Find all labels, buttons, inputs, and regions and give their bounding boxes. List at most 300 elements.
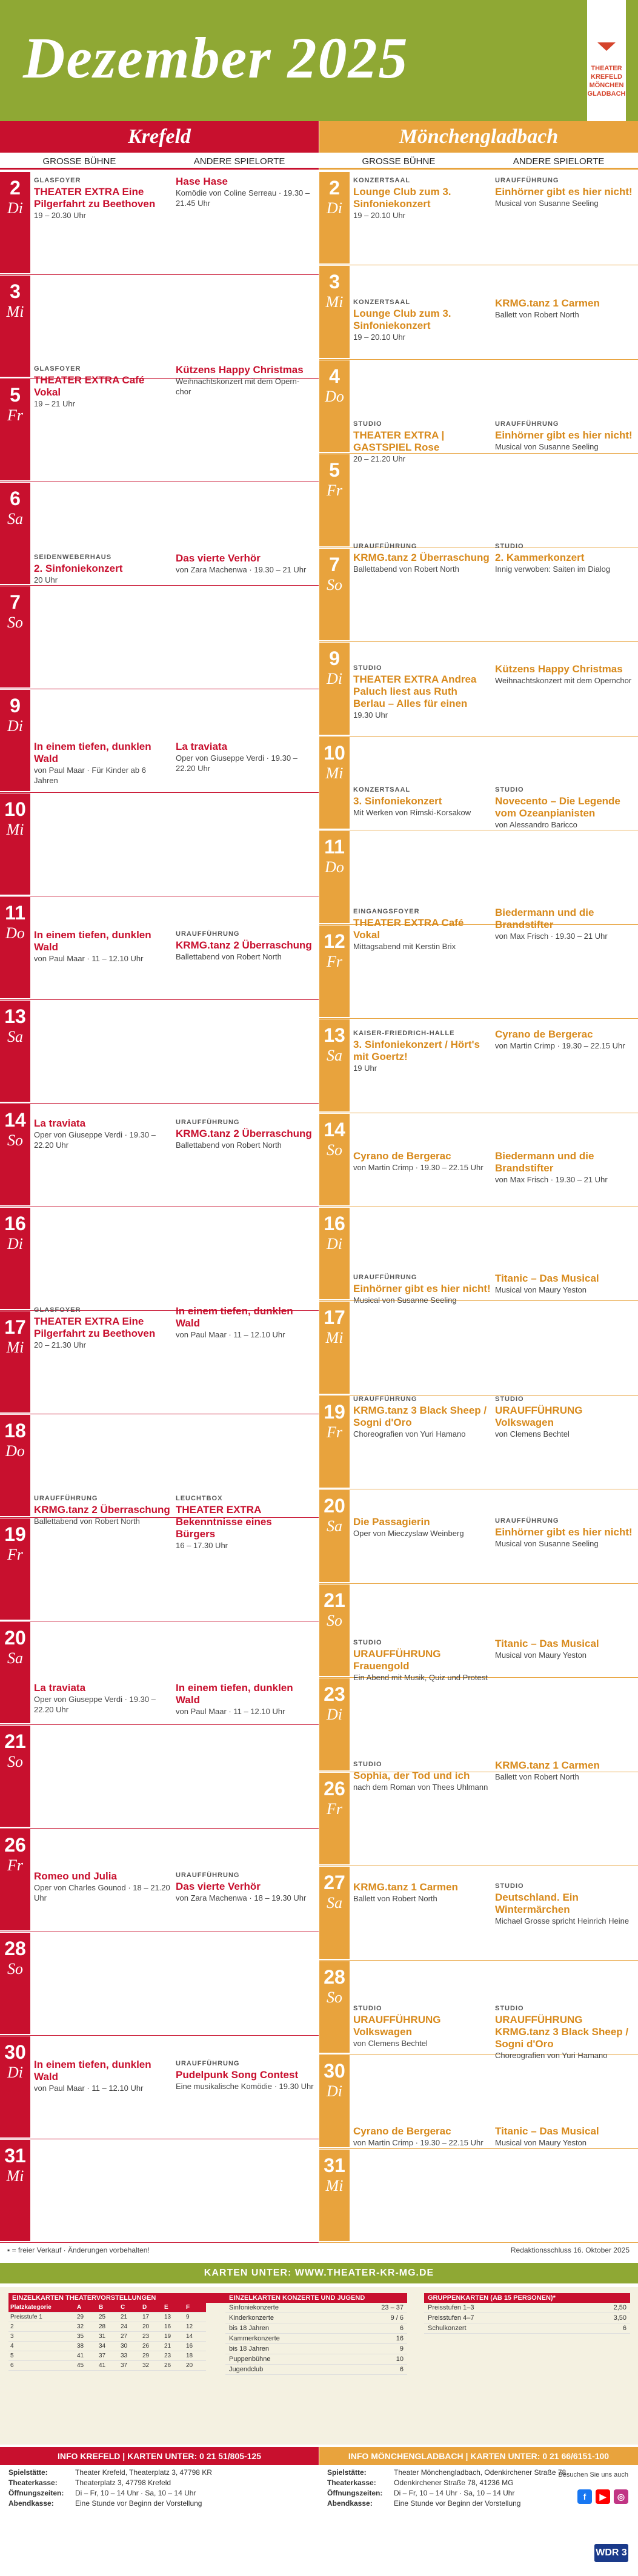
event-title: Lounge Club zum 3. Sinfoniekonzert	[353, 186, 451, 210]
info-value: Theater Mönchengladbach, Odenkirchener Straße 78	[394, 2468, 567, 2477]
price-cell: 21	[119, 2313, 141, 2322]
day-marker	[0, 1933, 30, 2034]
event-title: URAUFFÜHRUNG KRMG.tanz 3 Black Sheep / Sogni d'Oro	[495, 2013, 629, 2050]
event-details: Ballettabend von Robert North	[176, 952, 282, 961]
event-venue: STUDIO	[495, 1395, 524, 1403]
event-details: 19 – 20.30 Uhr	[34, 211, 87, 220]
event-entry[interactable]	[495, 663, 633, 779]
info-key: Öffnungszeiten:	[327, 2489, 383, 2497]
price-table-groups	[424, 2293, 630, 2334]
price-col-header: B	[97, 2303, 119, 2313]
event-details: Musical von Maury Yeston	[495, 1651, 587, 1660]
event-details: Oper von Giuseppe Verdi · 19.30 – 22.20 Uhr	[34, 1130, 156, 1150]
event-entry[interactable]	[353, 1150, 491, 1266]
event-entry[interactable]	[34, 552, 172, 735]
day-marker	[319, 2150, 350, 2241]
event-details: Ballett von Robert North	[495, 310, 579, 320]
day-marker	[0, 586, 30, 687]
event-venue: STUDIO	[353, 1761, 382, 1769]
facebook-icon[interactable]: f	[577, 2489, 592, 2504]
event-venue: GLASFOYER	[34, 1306, 81, 1314]
event-venue: LEUCHTBOX	[176, 1495, 223, 1503]
weekday: Sa	[7, 1649, 23, 1667]
day-marker	[319, 1396, 350, 1488]
day-marker	[0, 483, 30, 584]
event-entry[interactable]	[495, 2004, 633, 2119]
price-col-header: Platzkategorie	[8, 2303, 75, 2313]
day-marker	[319, 1019, 350, 1111]
event-title: Titanic – Das Musical	[495, 1638, 599, 1650]
info-line	[8, 2468, 311, 2478]
event-entry[interactable]	[34, 1494, 172, 1676]
event-details: Ballett von Robert North	[353, 1894, 437, 1904]
info-line	[8, 2478, 311, 2488]
event-details: 19 Uhr	[353, 1064, 377, 1073]
event-title: In einem tiefen, dunklen Wald	[176, 1305, 293, 1329]
event-entry[interactable]	[495, 1881, 633, 1997]
event-entry[interactable]	[176, 1305, 314, 1488]
event-entry[interactable]	[353, 176, 491, 291]
weekday: Fr	[327, 1800, 342, 1818]
weekday: Fr	[327, 1423, 342, 1441]
event-title: Biedermann und die Brandstifter	[495, 907, 594, 931]
event-entry[interactable]	[353, 785, 491, 901]
day-number: 28	[324, 1965, 345, 1988]
event-venue: KONZERTSAAL	[353, 299, 411, 306]
day-marker	[0, 379, 30, 480]
event-entry[interactable]	[176, 2059, 314, 2241]
youtube-icon[interactable]: ▶	[596, 2489, 610, 2504]
logo-line: MÖNCHEN	[589, 82, 624, 89]
event-title: Das vierte Verhör	[176, 552, 261, 564]
event-entry[interactable]	[353, 1394, 491, 1510]
event-entry[interactable]	[176, 364, 314, 546]
event-entry[interactable]	[176, 1682, 314, 1864]
day-number: 13	[324, 1024, 345, 1047]
event-venue: STUDIO	[353, 2004, 382, 2012]
day-number: 20	[4, 1627, 26, 1649]
event-entry[interactable]	[495, 297, 633, 413]
price-value: 2,50	[613, 2304, 626, 2311]
event-details: von Paul Maar · 11 – 12.10 Uhr	[176, 1330, 285, 1340]
day-number: 31	[4, 2145, 26, 2167]
price-cell: 25	[97, 2313, 119, 2322]
event-entry[interactable]	[176, 929, 314, 1111]
weekday: Di	[327, 199, 342, 217]
event-entry[interactable]	[176, 1117, 314, 1300]
price-label: Kinderkonzerte	[229, 2314, 274, 2322]
day-marker	[319, 1208, 350, 1299]
event-details: von Paul Maar · 11 – 12.10 Uhr	[34, 2084, 144, 2093]
event-entry[interactable]	[176, 552, 314, 735]
day-number: 4	[329, 365, 340, 387]
price-label: Preisstufen 1–3	[428, 2304, 474, 2311]
price-cell: 9	[184, 2313, 206, 2322]
event-entry[interactable]	[353, 1273, 491, 1388]
day-number: 28	[4, 1938, 26, 1959]
event-title: Romeo und Julia	[34, 1870, 117, 1882]
event-title: La traviata	[176, 740, 228, 752]
event-title: THEATER EXTRA Andrea Paluch liest aus Ruth Berlau – Alles für einen	[353, 673, 477, 709]
event-title: KRMG.tanz 2 Überraschung	[34, 1504, 170, 1516]
weekday: Di	[7, 717, 23, 735]
event-title: Novecento – Die Legende vom Ozeanpianisten	[495, 795, 620, 819]
price-cell: 12	[184, 2322, 206, 2332]
krefeld-column	[0, 172, 319, 2243]
event-details: von Zara Machenwa · 18 – 19.30 Uhr	[176, 1893, 307, 1903]
event-title: Cyrano de Bergerac	[495, 1028, 593, 1041]
price-cell: 35	[75, 2332, 97, 2342]
event-details: Musical von Maury Yeston	[495, 1285, 587, 1294]
event-details: Weihnachtskonzert mit dem Opernchor	[495, 675, 632, 685]
day-number: 5	[329, 459, 340, 482]
city-header-krefeld: Krefeld	[0, 121, 319, 153]
event-entry[interactable]	[34, 1870, 172, 2053]
event-entry[interactable]	[176, 1870, 314, 2053]
price-label: bis 18 Jahren	[229, 2345, 270, 2353]
event-entry[interactable]	[34, 741, 172, 923]
event-title: Einhörner gibt es hier nicht!	[353, 1282, 491, 1294]
event-venue: URAUFFÜHRUNG	[353, 1273, 417, 1281]
event-venue: GLASFOYER	[34, 177, 81, 184]
price-cell: 4	[8, 2342, 75, 2351]
subheader-big-stage: GROSSE BÜHNE	[42, 156, 116, 167]
price-table-title: EINZELKARTEN THEATERVORSTELLUNGEN	[8, 2293, 239, 2303]
price-label: Preisstufen 4–7	[428, 2314, 474, 2322]
event-details: 20 – 21.20 Uhr	[353, 454, 406, 464]
theater-logo[interactable]	[587, 0, 626, 121]
price-col-header: C	[119, 2303, 141, 2313]
event-entry[interactable]	[495, 176, 633, 291]
day-number: 27	[324, 1872, 345, 1894]
logo-line: THEATER	[591, 65, 622, 72]
event-details: Oper von Charles Gounod · 18 – 21.20 Uhr	[34, 1883, 170, 1903]
price-value: 16	[396, 2335, 404, 2342]
event-venue: URAUFFÜHRUNG	[353, 1395, 417, 1403]
weekday: Do	[325, 858, 344, 876]
event-entry[interactable]	[353, 1760, 491, 1875]
event-venue: EINGANGSFOYER	[353, 908, 420, 916]
event-details: von Paul Maar · 11 – 12.10 Uhr	[34, 953, 144, 963]
price-table-concerts	[225, 2293, 407, 2375]
event-title: KRMG.tanz 2 Überraschung	[176, 1127, 312, 1139]
event-entry[interactable]	[353, 419, 491, 535]
event-venue: URAUFFÜHRUNG	[176, 2060, 240, 2068]
day-marker	[0, 793, 30, 895]
event-entry[interactable]	[176, 176, 314, 358]
info-mgladbach	[327, 2468, 570, 2509]
day-number: 16	[324, 1213, 345, 1234]
event-venue: URAUFFÜHRUNG	[176, 930, 240, 938]
info-line	[8, 2488, 311, 2498]
event-title: KRMG.tanz 3 Black Sheep / Sogni d'Oro	[353, 1404, 487, 1428]
event-details: Ballettabend von Robert North	[353, 564, 459, 574]
weekday: Di	[7, 2064, 23, 2081]
info-line	[327, 2468, 570, 2478]
day-number: 18	[4, 1420, 26, 1442]
event-details: 16 – 17.30 Uhr	[176, 1541, 228, 1551]
day-number: 9	[10, 695, 21, 717]
day-marker	[319, 925, 350, 1017]
price-label: Schulkonzert	[428, 2325, 467, 2332]
event-details: 19 – 21 Uhr	[34, 399, 75, 408]
event-entry[interactable]	[353, 541, 491, 657]
event-title: Biedermann und die Brandstifter	[495, 1150, 594, 1174]
info-key: Theaterkasse:	[327, 2478, 376, 2487]
day-marker	[319, 172, 350, 263]
event-title: KRMG.tanz 2 Überraschung	[176, 939, 312, 951]
weekday: Do	[5, 924, 25, 942]
footer-deadline: Redaktionsschluss 16. Oktober 2025	[510, 2246, 630, 2254]
event-title: Pudelpunk Song Contest	[176, 2069, 299, 2081]
event-entry[interactable]	[495, 2125, 633, 2241]
event-entry[interactable]	[495, 785, 633, 901]
price-cell: 23	[141, 2332, 162, 2342]
day-marker	[319, 1302, 350, 1393]
event-entry[interactable]	[34, 364, 172, 546]
event-venue: SEIDENWEBERHAUS	[34, 553, 112, 561]
event-title: KRMG.tanz 1 Carmen	[353, 1881, 458, 1893]
day-marker	[0, 1104, 30, 1205]
event-details: von Clemens Bechtel	[495, 1429, 570, 1439]
day-separator	[319, 2242, 638, 2243]
event-title: KRMG.tanz 1 Carmen	[495, 1760, 600, 1772]
price-col-header: D	[141, 2303, 162, 2313]
event-title: Cyrano de Bergerac	[353, 1150, 451, 1162]
event-details: Innig verwoben: Saiten im Dialog	[495, 564, 611, 574]
event-details: von Paul Maar · Für Kinder ab 6 Jahren	[34, 765, 146, 785]
price-row	[225, 2313, 407, 2323]
event-title: Deutschland. Ein Wintermärchen	[495, 1892, 579, 1916]
event-entry[interactable]	[34, 1305, 172, 1488]
price-value: 6	[622, 2325, 626, 2332]
event-title: 3. Sinfoniekonzert	[353, 795, 442, 807]
event-title: Hase Hase	[176, 176, 228, 187]
weekday: Mi	[6, 1339, 24, 1356]
info-value: Eine Stunde vor Beginn der Vorstellung	[75, 2499, 202, 2508]
weekday: Sa	[327, 1047, 342, 1065]
weekday: So	[7, 1131, 23, 1149]
event-details: Ballettabend von Robert North	[176, 1140, 282, 1150]
event-entry[interactable]	[176, 1494, 314, 1676]
day-marker	[0, 690, 30, 791]
event-entry[interactable]	[353, 1516, 491, 1632]
event-entry[interactable]	[34, 176, 172, 358]
day-separator	[0, 2242, 319, 2243]
event-entry[interactable]	[34, 929, 172, 1111]
info-value: Odenkirchener Straße 78, 41236 MG	[394, 2478, 514, 2487]
weekday: Fr	[7, 1546, 23, 1563]
event-title: 2. Sinfoniekonzert	[34, 562, 123, 574]
price-cell: Preisstufe 1	[8, 2313, 75, 2322]
event-details: Oper von Mieczyslaw Weinberg	[353, 1528, 464, 1538]
social-label: Besuchen Sie uns auch	[558, 2471, 628, 2478]
day-number: 9	[329, 647, 340, 670]
price-cell: 29	[141, 2351, 162, 2361]
day-marker	[319, 266, 350, 357]
social-icons	[577, 2489, 628, 2504]
event-title: Lounge Club zum 3. Sinfoniekonzert	[353, 308, 451, 332]
price-cell: 28	[97, 2322, 119, 2332]
event-details: Ballett von Robert North	[495, 1772, 579, 1782]
price-label: Puppenbühne	[229, 2356, 271, 2363]
event-entry[interactable]	[495, 907, 633, 1022]
event-details: Komödie von Coline Serreau · 19.30 – 21.45 Uhr	[176, 188, 310, 208]
event-details: von Martin Crimp · 19.30 – 22.15 Uhr	[495, 1041, 625, 1051]
event-entry[interactable]	[495, 541, 633, 657]
weekday: Fr	[327, 952, 342, 970]
price-row	[225, 2354, 407, 2365]
event-entry[interactable]	[495, 1150, 633, 1266]
event-entry[interactable]	[495, 1638, 633, 1753]
price-label: bis 18 Jahren	[229, 2325, 270, 2332]
event-details: Weihnachtskonzert mit dem Opern-chor	[176, 376, 300, 396]
event-entry[interactable]	[353, 297, 491, 413]
event-details: von Martin Crimp · 19.30 – 22.15 Uhr	[353, 1163, 483, 1173]
price-label: Jugendclub	[229, 2366, 264, 2373]
event-entry[interactable]	[353, 1638, 491, 1753]
event-title: KRMG.tanz 1 Carmen	[495, 297, 600, 310]
price-row	[424, 2323, 630, 2334]
day-number: 3	[10, 280, 21, 302]
day-marker	[0, 276, 30, 377]
event-details: 20 – 21.30 Uhr	[34, 1340, 87, 1350]
subheader-big-stage: GROSSE BÜHNE	[362, 156, 436, 167]
weekday: Mi	[325, 764, 344, 782]
event-entry[interactable]	[353, 2125, 491, 2241]
event-venue: URAUFFÜHRUNG	[176, 1872, 240, 1879]
day-number: 13	[4, 1005, 26, 1027]
event-entry[interactable]	[353, 2004, 491, 2119]
price-value: 9 / 6	[390, 2314, 404, 2322]
event-entry[interactable]	[34, 2059, 172, 2241]
event-entry[interactable]	[353, 907, 491, 1022]
event-details: Mittagsabend mit Kerstin Brix	[353, 942, 456, 952]
day-marker	[0, 1726, 30, 1827]
event-venue: KAISER-FRIEDRICH-HALLE	[353, 1030, 455, 1038]
event-details: 19 – 20.10 Uhr	[353, 211, 406, 220]
price-cell: 29	[75, 2313, 97, 2322]
event-details: Ballettabend von Robert North	[34, 1517, 140, 1526]
instagram-icon[interactable]: ◎	[614, 2489, 628, 2504]
event-entry[interactable]	[34, 1682, 172, 1864]
info-key: Spielstätte:	[327, 2468, 367, 2477]
event-details: 19 – 20.10 Uhr	[353, 333, 406, 342]
event-venue: STUDIO	[495, 1882, 524, 1890]
event-title: THEATER EXTRA Café Vokal	[353, 917, 464, 941]
day-number: 11	[324, 836, 345, 858]
price-cell: 20	[141, 2322, 162, 2332]
event-title: In einem tiefen, dunklen Wald	[176, 1682, 293, 1706]
event-details: Mit Werken von Rimski-Korsakow	[353, 807, 471, 817]
price-cell: 37	[119, 2361, 141, 2371]
day-number: 12	[324, 930, 345, 952]
event-entry[interactable]	[495, 1028, 633, 1144]
price-cell: 21	[162, 2342, 184, 2351]
weekday: Di	[327, 1706, 342, 1724]
wdr3-logo: WDR 3	[594, 2544, 628, 2562]
price-cell: 18	[184, 2351, 206, 2361]
price-row	[225, 2344, 407, 2354]
event-details: Michael Grosse spricht Heinrich Heine	[495, 1916, 630, 1926]
event-details: Musical von Susanne Seeling	[495, 442, 599, 452]
price-cell: 2	[8, 2322, 75, 2332]
day-marker	[319, 454, 350, 546]
day-marker	[0, 1001, 30, 1102]
event-entry[interactable]	[495, 1760, 633, 1875]
weekday: Mi	[6, 821, 24, 838]
event-entry[interactable]	[34, 1117, 172, 1300]
day-number: 19	[324, 1400, 345, 1423]
price-table-theater	[8, 2293, 239, 2371]
info-bar-krefeld: INFO KREFELD | KARTEN UNTER: 0 21 51/805-125	[0, 2447, 319, 2465]
info-value: Di – Fr, 10 – 14 Uhr · Sa, 10 – 14 Uhr	[75, 2489, 196, 2497]
event-entry[interactable]	[353, 1881, 491, 1997]
day-number: 17	[324, 1306, 345, 1329]
price-section	[0, 2287, 638, 2445]
price-cell: 34	[97, 2342, 119, 2351]
weekday: Mi	[325, 2176, 344, 2194]
event-details: Musical von Susanne Seeling	[495, 1538, 599, 1548]
day-marker	[319, 2055, 350, 2147]
info-key: Abendkasse:	[327, 2499, 373, 2508]
event-details: von Max Frisch · 19.30 – 21 Uhr	[495, 1175, 608, 1185]
weekday: Do	[325, 387, 344, 405]
price-cell: 6	[8, 2361, 75, 2371]
day-number: 3	[329, 271, 340, 293]
event-details: Musical von Susanne Seeling	[353, 1295, 457, 1305]
event-entry[interactable]	[353, 663, 491, 779]
info-value: Di – Fr, 10 – 14 Uhr · Sa, 10 – 14 Uhr	[394, 2489, 515, 2497]
price-value: 3,50	[613, 2314, 626, 2322]
day-marker	[319, 1773, 350, 1864]
weekday: Di	[327, 670, 342, 688]
event-entry[interactable]	[353, 1028, 491, 1144]
event-entry[interactable]	[176, 741, 314, 923]
info-line	[327, 2498, 570, 2509]
event-details: Oper von Giuseppe Verdi · 19.30 – 22.20 Uhr	[176, 753, 297, 773]
event-entry[interactable]	[495, 1273, 633, 1388]
day-number: 19	[4, 1523, 26, 1545]
weekday: Mi	[325, 293, 344, 311]
price-row	[424, 2313, 630, 2323]
event-title: 2. Kammerkonzert	[495, 551, 585, 563]
event-entry[interactable]	[495, 1516, 633, 1632]
event-title: Kützens Happy Christmas	[176, 363, 304, 376]
price-cell: 27	[119, 2332, 141, 2342]
price-cell: 14	[184, 2332, 206, 2342]
event-details: von Max Frisch · 19.30 – 21 Uhr	[495, 932, 608, 941]
group-rows	[424, 2303, 630, 2334]
tickets-banner[interactable]: KARTEN UNTER: WWW.THEATER-KR-MG.DE	[0, 2263, 638, 2283]
day-number: 2	[10, 177, 21, 199]
day-marker	[319, 1114, 350, 1205]
price-cell: 38	[75, 2342, 97, 2351]
event-entry[interactable]	[495, 1394, 633, 1510]
event-title: La traviata	[34, 1682, 86, 1694]
event-entry[interactable]	[495, 419, 633, 535]
event-details: Ein Abend mit Musik, Quiz und Protest	[353, 1673, 488, 1683]
event-details: Oper von Giuseppe Verdi · 19.30 – 22.20 Uhr	[34, 1695, 156, 1715]
price-cell: 17	[141, 2313, 162, 2322]
footer-note: ▪ = freier Verkauf · Änderungen vorbehalten!	[7, 2246, 150, 2254]
event-venue: KONZERTSAAL	[353, 177, 411, 184]
price-col-header: E	[162, 2303, 184, 2313]
event-title: URAUFFÜHRUNG Volkswagen	[353, 2013, 441, 2038]
day-number: 30	[324, 2060, 345, 2082]
event-title: 3. Sinfoniekonzert / Hört's mit Goertz!	[353, 1039, 480, 1063]
event-title: Einhörner gibt es hier nicht!	[495, 429, 633, 442]
